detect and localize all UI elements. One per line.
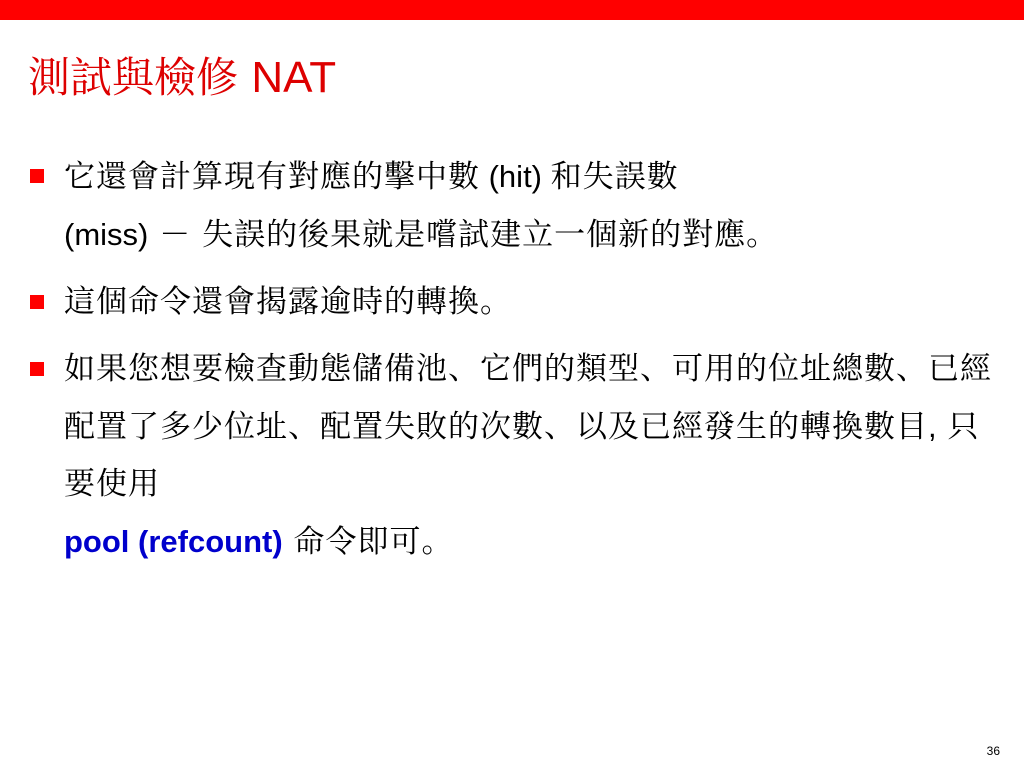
bullet-1-text-b: 和失誤數	[550, 159, 679, 195]
bullet-3-command: pool (refcount)	[64, 524, 283, 559]
bullet-3-text-a: 如果您想要檢查動態儲備池、它們的類型、可用的位址總數、已經配置了多少位址、配置失敗的次數、以及已經發生的轉換數目	[64, 351, 992, 445]
bullet-1-text-c: － 失誤的後果就是嚐試建立一個新的對應。	[148, 217, 779, 253]
bullet-item-3	[30, 341, 1000, 571]
bullet-item-1	[30, 148, 1000, 264]
bullet-1-text-a: 它還會計算現有對應的擊中數	[64, 159, 480, 195]
bullet-3-text-c: 命令即可。	[282, 524, 454, 560]
square-bullet-icon	[30, 295, 44, 309]
bullet-1-hit: (hit)	[480, 159, 551, 194]
bullet-3-comma: ,	[928, 409, 937, 444]
bullet-list	[30, 148, 1000, 581]
slide-title-cjk: 測試與檢修	[28, 53, 239, 102]
top-accent-bar	[0, 0, 1024, 20]
bullet-2-text: 這個命令還會揭露逾時的轉換。	[64, 284, 512, 320]
square-bullet-icon	[30, 362, 44, 376]
bullet-1-miss: (miss)	[64, 217, 149, 252]
bullet-item-2	[30, 274, 1000, 331]
slide-title-latin: NAT	[251, 53, 337, 102]
slide-title	[28, 50, 336, 106]
square-bullet-icon	[30, 169, 44, 183]
page-number: 36	[986, 744, 1000, 758]
bullet-3-text-b: 只要使用	[64, 409, 980, 502]
